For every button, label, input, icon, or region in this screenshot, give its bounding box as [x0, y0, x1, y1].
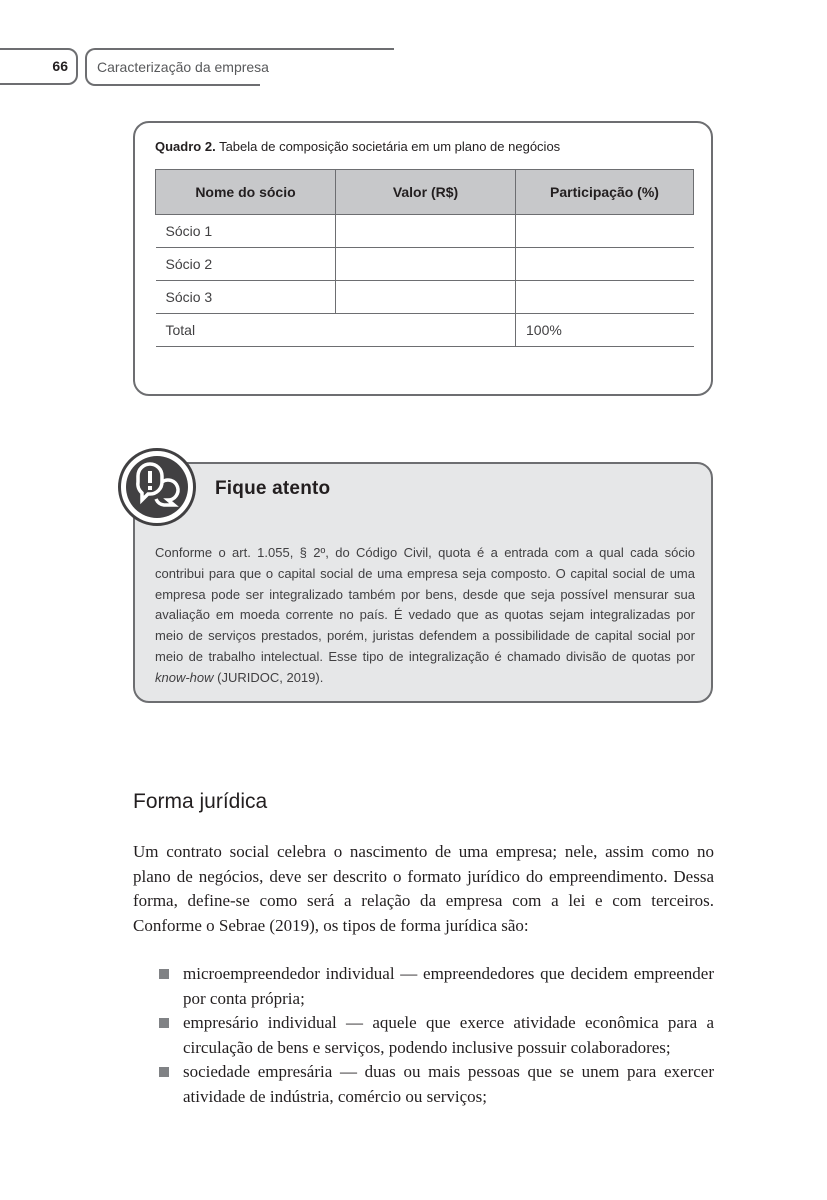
table-header-row	[156, 170, 694, 215]
quadro-caption-label: Quadro 2.	[155, 139, 216, 154]
header-frame-gap	[394, 44, 524, 52]
column-header: Valor (R$)	[336, 170, 516, 215]
list-item-text: microempreendedor individual — empreendedores que decidem empreender por conta própria;	[183, 964, 714, 1008]
list-item	[133, 1011, 714, 1060]
attention-text-citation: (JURIDOC, 2019).	[213, 669, 324, 685]
table-cell: Sócio 1	[156, 215, 336, 248]
quadro-caption-text: Tabela de composição societária em um plano de negócios	[219, 139, 561, 154]
quadro-caption	[155, 139, 560, 154]
table-row	[156, 248, 694, 281]
page-number: 66	[0, 48, 78, 85]
attention-title: Fique atento	[215, 478, 331, 499]
list-item-text: sociedade empresária — duas ou mais pessoas que se unem para exercer atividade de indústria, comércio ou serviços;	[183, 1062, 714, 1106]
total-label: Total	[156, 314, 516, 347]
header-rule	[100, 48, 394, 50]
exclamation-speech-icon	[118, 448, 196, 526]
table-cell	[336, 248, 516, 281]
chapter-title: Caracterização da empresa	[85, 48, 505, 86]
total-value: 100%	[516, 314, 694, 347]
list-item-text: empresário individual — aquele que exerce atividade econômica para a circulação de bens e serviços, podendo inclusive possuir colaboradores;	[183, 1013, 714, 1057]
bullet-square-icon	[159, 1067, 169, 1077]
body-paragraph: Um contrato social celebra o nascimento de uma empresa; nele, assim como no plano de negócios, deve ser descrito o formato jurídico do empreendimento. Dessa forma, define-se como será a relação da empresa com a lei e com terceiros. Conforme o Sebrae (2019), os tipos de forma jurídica são:	[133, 842, 714, 935]
table-cell	[516, 281, 694, 314]
section-title: Forma jurídica	[133, 790, 268, 813]
list-item	[133, 1060, 714, 1109]
table-total-row	[156, 314, 694, 347]
column-header: Nome do sócio	[156, 170, 336, 215]
table-cell	[336, 281, 516, 314]
bullet-square-icon	[159, 1018, 169, 1028]
attention-text-main: Conforme o art. 1.055, § 2º, do Código Civil, quota é a entrada com a qual cada sócio contribui para que o capital social de uma empresa seja composto. O capital social de uma empresa pode ser integralizado também por bens, desde que seja possível mensurar sua avaliação em moeda corrente no país. É vedado que as quotas sejam integralizadas por meio de serviços prestados, porém, juristas defendem a possibilidade de capital social por meio de trabalho intelectual. Esse tipo de integralização é chamado divisão de quotas por	[155, 545, 695, 664]
attention-text-italic: know-how	[155, 669, 214, 685]
list-item	[133, 962, 714, 1011]
table-row	[156, 281, 694, 314]
column-header: Participação (%)	[516, 170, 694, 215]
header-frame-gap	[260, 82, 520, 90]
table-cell	[336, 215, 516, 248]
table-row	[156, 215, 694, 248]
bullet-list	[133, 962, 714, 1109]
table-cell	[516, 248, 694, 281]
attention-text	[155, 543, 695, 689]
table-cell: Sócio 2	[156, 248, 336, 281]
bullet-square-icon	[159, 969, 169, 979]
quadro-box	[133, 121, 713, 396]
composition-table	[155, 169, 694, 347]
table-cell: Sócio 3	[156, 281, 336, 314]
table-cell	[516, 215, 694, 248]
